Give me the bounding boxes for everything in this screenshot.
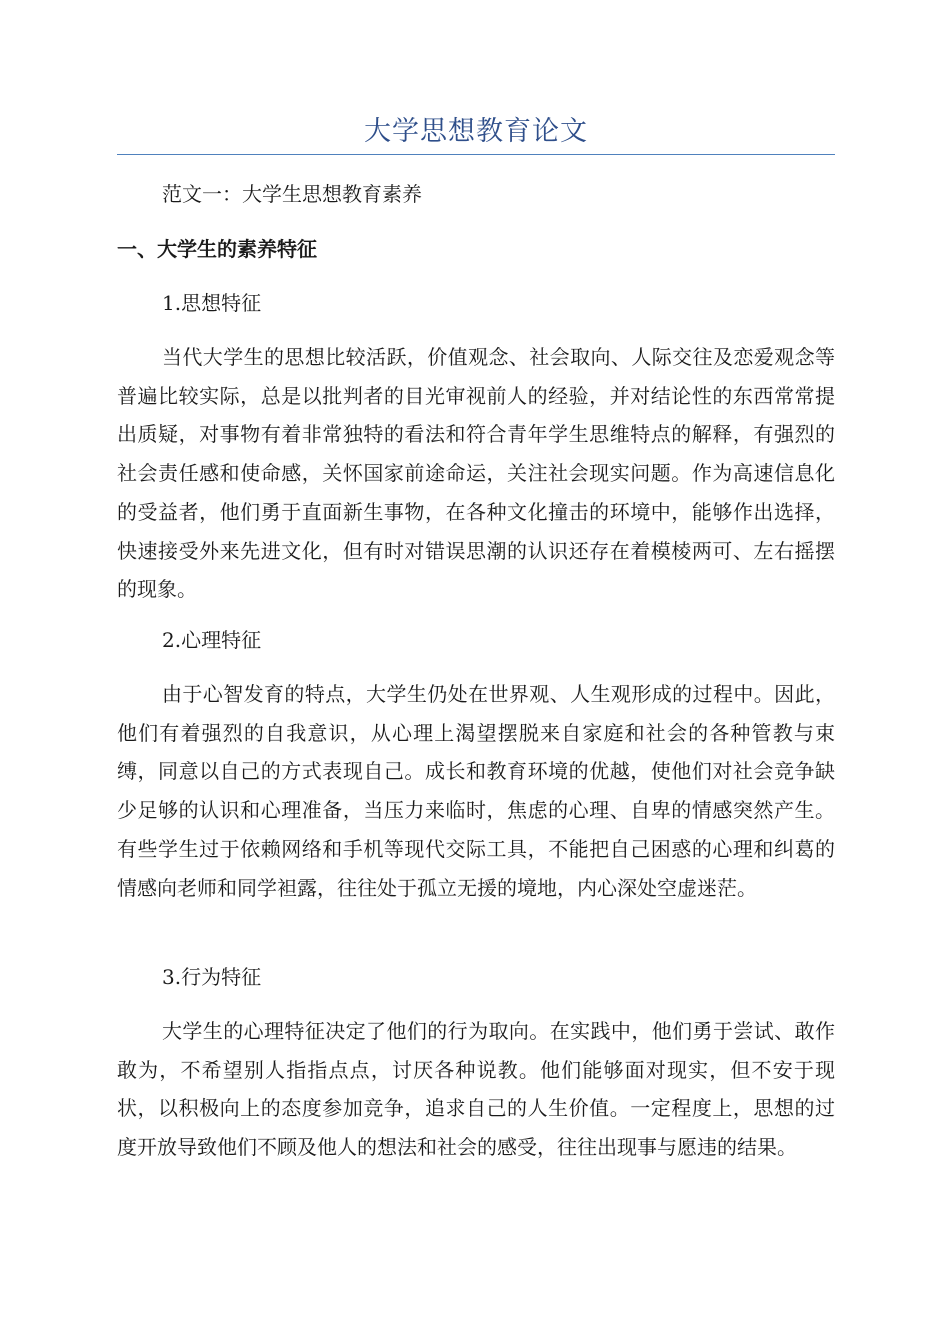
sample-label: 范文一：大学生思想教育素养 [162,182,422,206]
section-heading: 一、大学生的素养特征 [117,237,317,261]
subsection-body-3: 大学生的心理特征决定了他们的行为取向。在实践中，他们勇于尝试、敢作敢为，不希望别人指指点点，讨厌各种说教。他们能够面对现实，但不安于现状，以积极向上的态度参加竞争，追求自己的人生价值。一定程度上，思想的过度开放导致他们不顾及他人的想法和社会的感受，往往出现事与愿违的结果。 [117,1019,835,1160]
subsection-body-2: 由于心智发育的特点，大学生仍处在世界观、人生观形成的过程中。因此，他们有着强烈的自我意识，从心理上渴望摆脱来自家庭和社会的各种管教与束缚，同意以自己的方式表现自己。成长和教育环境的优越，使他们对社会竞争缺少足够的认识和心理准备，当压力来临时，焦虑的心理、自卑的情感突然产生。有些学生过于依赖网络和手机等现代交际工具，不能把自己困惑的心理和纠葛的情感向老师和同学袒露，往往处于孤立无援的境地，内心深处空虚迷茫。 [117,682,835,900]
subsection-heading-1: 1.思想特征 [162,291,262,315]
document-title: 大学思想教育论文 [364,116,588,147]
subsection-heading-3: 3.行为特征 [162,965,262,989]
subsection-body-1: 当代大学生的思想比较活跃，价值观念、社会取向、人际交往及恋爱观念等普遍比较实际，总是以批判者的目光审视前人的经验，并对结论性的东西常常提出质疑，对事物有着非常独特的看法和符合青年学生思维特点的解释，有强烈的社会责任感和使命感，关怀国家前途命运，关注社会现实问题。作为高速信息化的受益者，他们勇于直面新生事物，在各种文化撞击的环境中，能够作出选择，快速接受外来先进文化，但有时对错误思潮的认识还存在着模棱两可、左右摇摆的现象。 [117,345,835,602]
title-divider [117,154,835,155]
subsection-heading-2: 2.心理特征 [162,628,262,652]
